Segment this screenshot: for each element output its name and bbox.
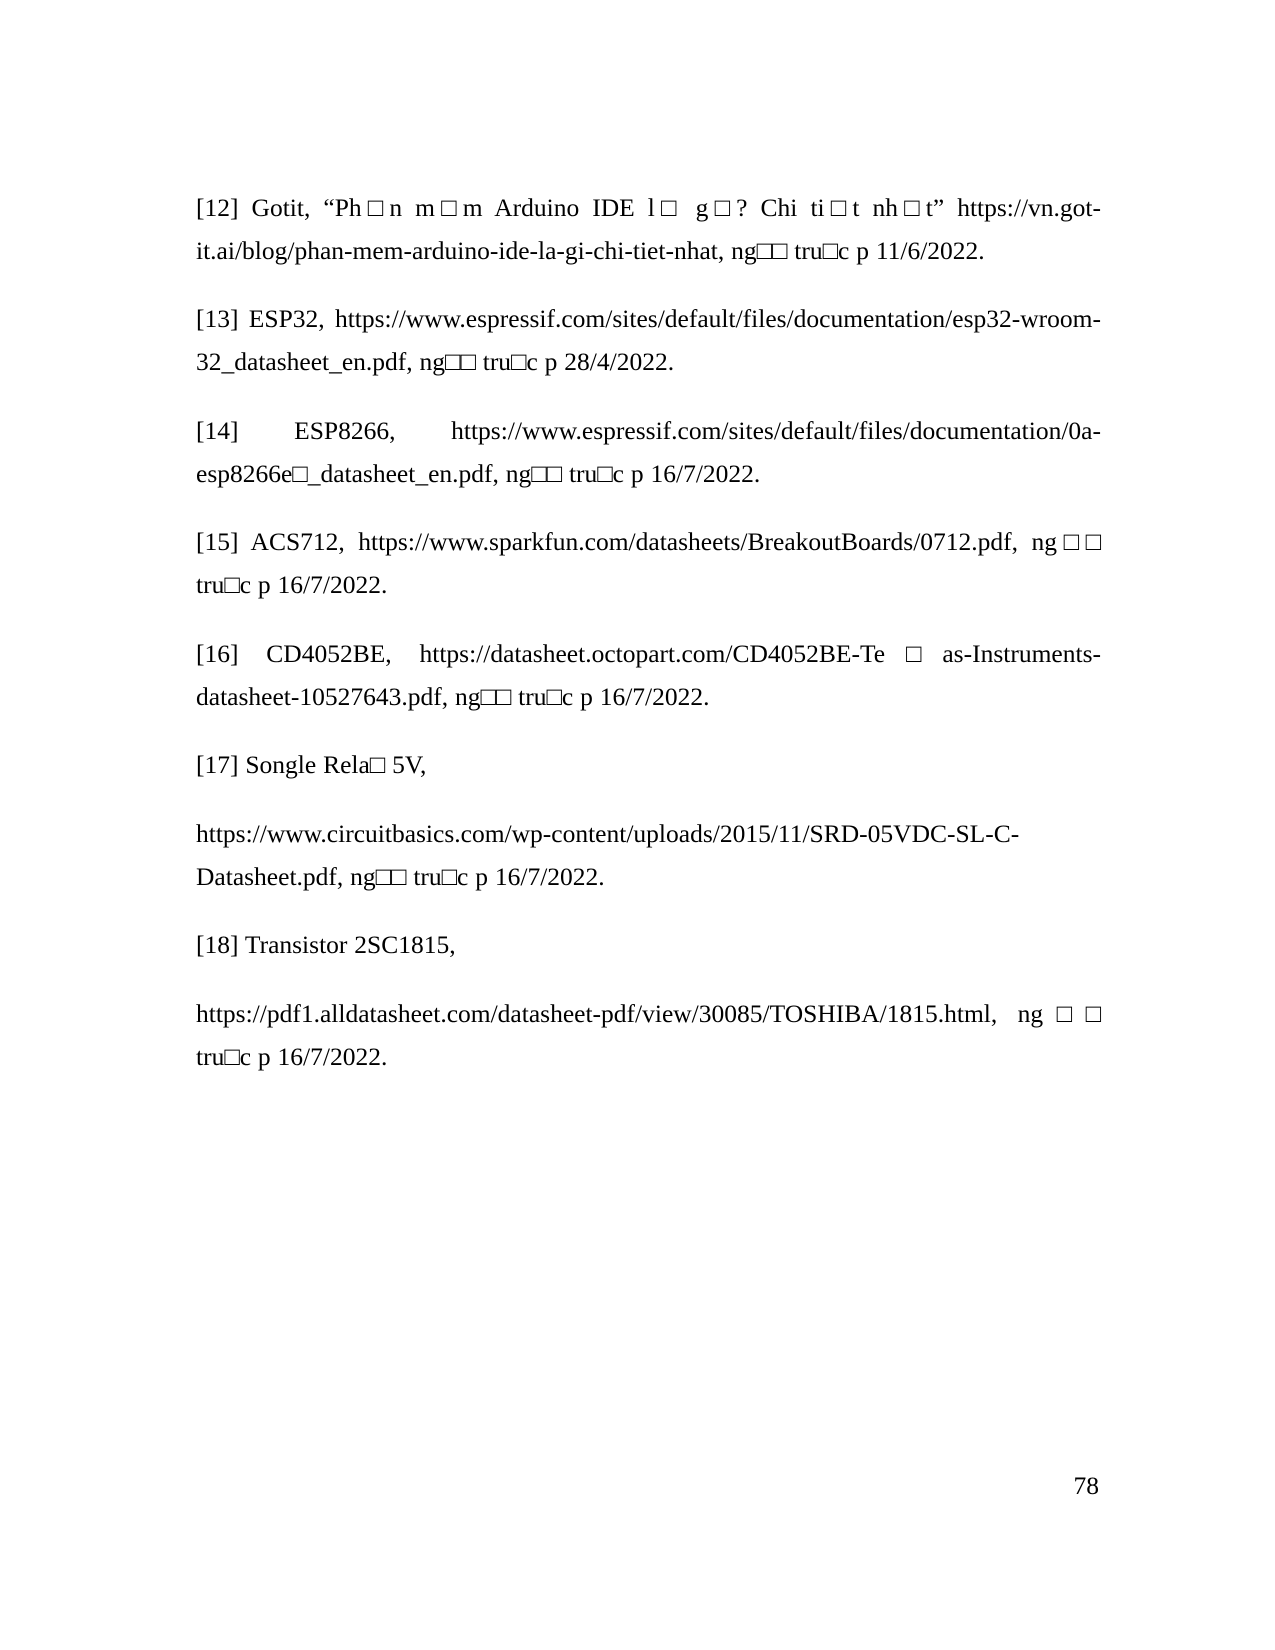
reference-entry-16: [16] CD4052BE, https://datasheet.octopart.com/CD4052BE-Te□as-Instruments-datasheet-10527643.pdf, ng□□ tru□c p 16/7/2022. <box>196 638 1101 711</box>
reference-entry-12: [12] Gotit, “Ph□n m□m Arduino IDE l□ g□? Chi ti□t nh□t” https://vn.got-it.ai/blog/phan-mem-arduino-ide-la-gi-chi-tiet-nhat, ng□□ tru□c p 11/6/2022. <box>196 192 1101 265</box>
reference-entry-13: [13] ESP32, https://www.espressif.com/sites/default/files/documentation/esp32-wroom-32_datasheet_en.pdf, ng□□ tru□c p 28/4/2022. <box>196 304 1101 376</box>
reference-entry-15: [15] ACS712, https://www.sparkfun.com/datasheets/BreakoutBoards/0712.pdf, ng□□ tru□c p 16/7/2022. <box>196 527 1101 599</box>
reference-entry-17-url: https://www.circuitbasics.com/wp-content/uploads/2015/11/SRD-05VDC-SL-C-Datasheet.pdf, ng□□ tru□c p 16/7/2022. <box>196 818 1020 891</box>
reference-entry-18: [18] Transistor 2SC1815, <box>196 930 456 959</box>
reference-entry-18-url: https://pdf1.alldatasheet.com/datasheet-pdf/view/30085/TOSHIBA/1815.html, ng□□ tru□c p 16/7/2022. <box>196 998 1101 1071</box>
references-list <box>196 160 1101 1078</box>
reference-entry-14: [14] ESP8266, https://www.espressif.com/sites/default/files/documentation/0a-esp8266e□_datasheet_en.pdf, ng□□ tru□c p 16/7/2022. <box>196 415 1101 488</box>
reference-entry-17: [17] Songle Rela□ 5V, <box>196 750 427 779</box>
page-number: 78 <box>1073 1470 1099 1500</box>
